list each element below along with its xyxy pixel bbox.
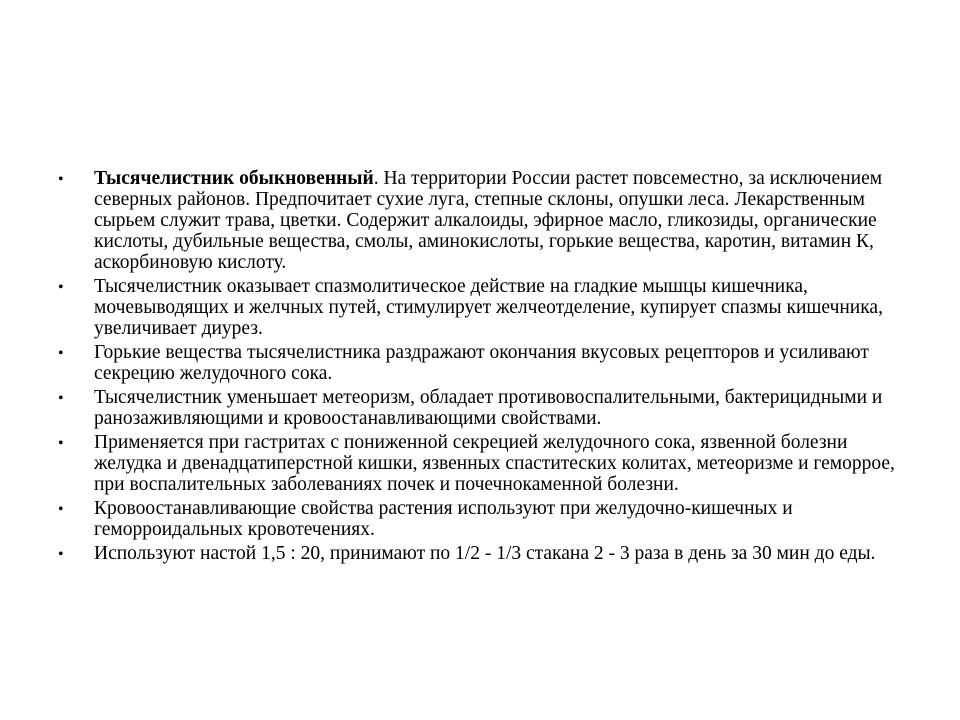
list-item: [58, 543, 918, 564]
item-text: . На территории России растет повсеместно, за исключением северных районов. Предпочитает сухие луга, степные склоны, опушки леса. Лекарственным сырьем служит трава, цветки. Содержит алкалоиды, эфирное масло, гликозиды, органические кислоты, дубильные вещества, смолы, аминокислоты, горькие вещества, каротин, витамин К, аскорбиновую кислоту.: [94, 168, 883, 273]
list-item: [58, 342, 918, 384]
bullet-icon: •: [58, 501, 64, 518]
list-item: [58, 168, 918, 273]
item-text: Используют настой 1,5 : 20, принимают по 1/2 - 1/3 стакана 2 - 3 раза в день за 30 мин до еды.: [94, 543, 876, 564]
bullet-icon: •: [58, 171, 64, 188]
list-item: [58, 276, 918, 339]
item-text: Горькие вещества тысячелистника раздражают окончания вкусовых рецепторов и усиливают секрецию желудочного сока.: [94, 342, 869, 384]
item-lead: Тысячелистник обыкновенный: [94, 168, 374, 189]
item-text: Кровоостанавливающие свойства растения используют при желудочно-кишечных и геморроидальных кровотечениях.: [94, 498, 793, 540]
list-item: [58, 387, 918, 429]
list-item: [58, 498, 918, 540]
item-text: Тысячелистник оказывает спазмолитическое действие на гладкие мышцы кишечника, мочевыводящих и желчных путей, стимулирует желчеотделение, купирует спазмы кишечника, увеличивает диурез.: [94, 276, 883, 339]
bullet-icon: •: [58, 546, 64, 563]
item-text: Тысячелистник уменьшает метеоризм, обладает противовоспалительными, бактерицидными и ранозаживляющими и кровоостанавливающими свойствами.: [94, 387, 883, 429]
item-text: Применяется при гастритах с пониженной секрецией желудочного сока, язвенной болезни желудка и двенадцатиперстной кишки, язвенных спаститеских колитах, метеоризме и геморрое, при воспалительных заболеваниях почек и почечнокаменной болезни.: [94, 432, 895, 495]
bullet-icon: •: [58, 435, 64, 452]
bullet-icon: •: [58, 345, 64, 362]
list-item: [58, 432, 918, 495]
bullet-list: [58, 168, 918, 567]
bullet-icon: •: [58, 390, 64, 407]
bullet-icon: •: [58, 279, 64, 296]
